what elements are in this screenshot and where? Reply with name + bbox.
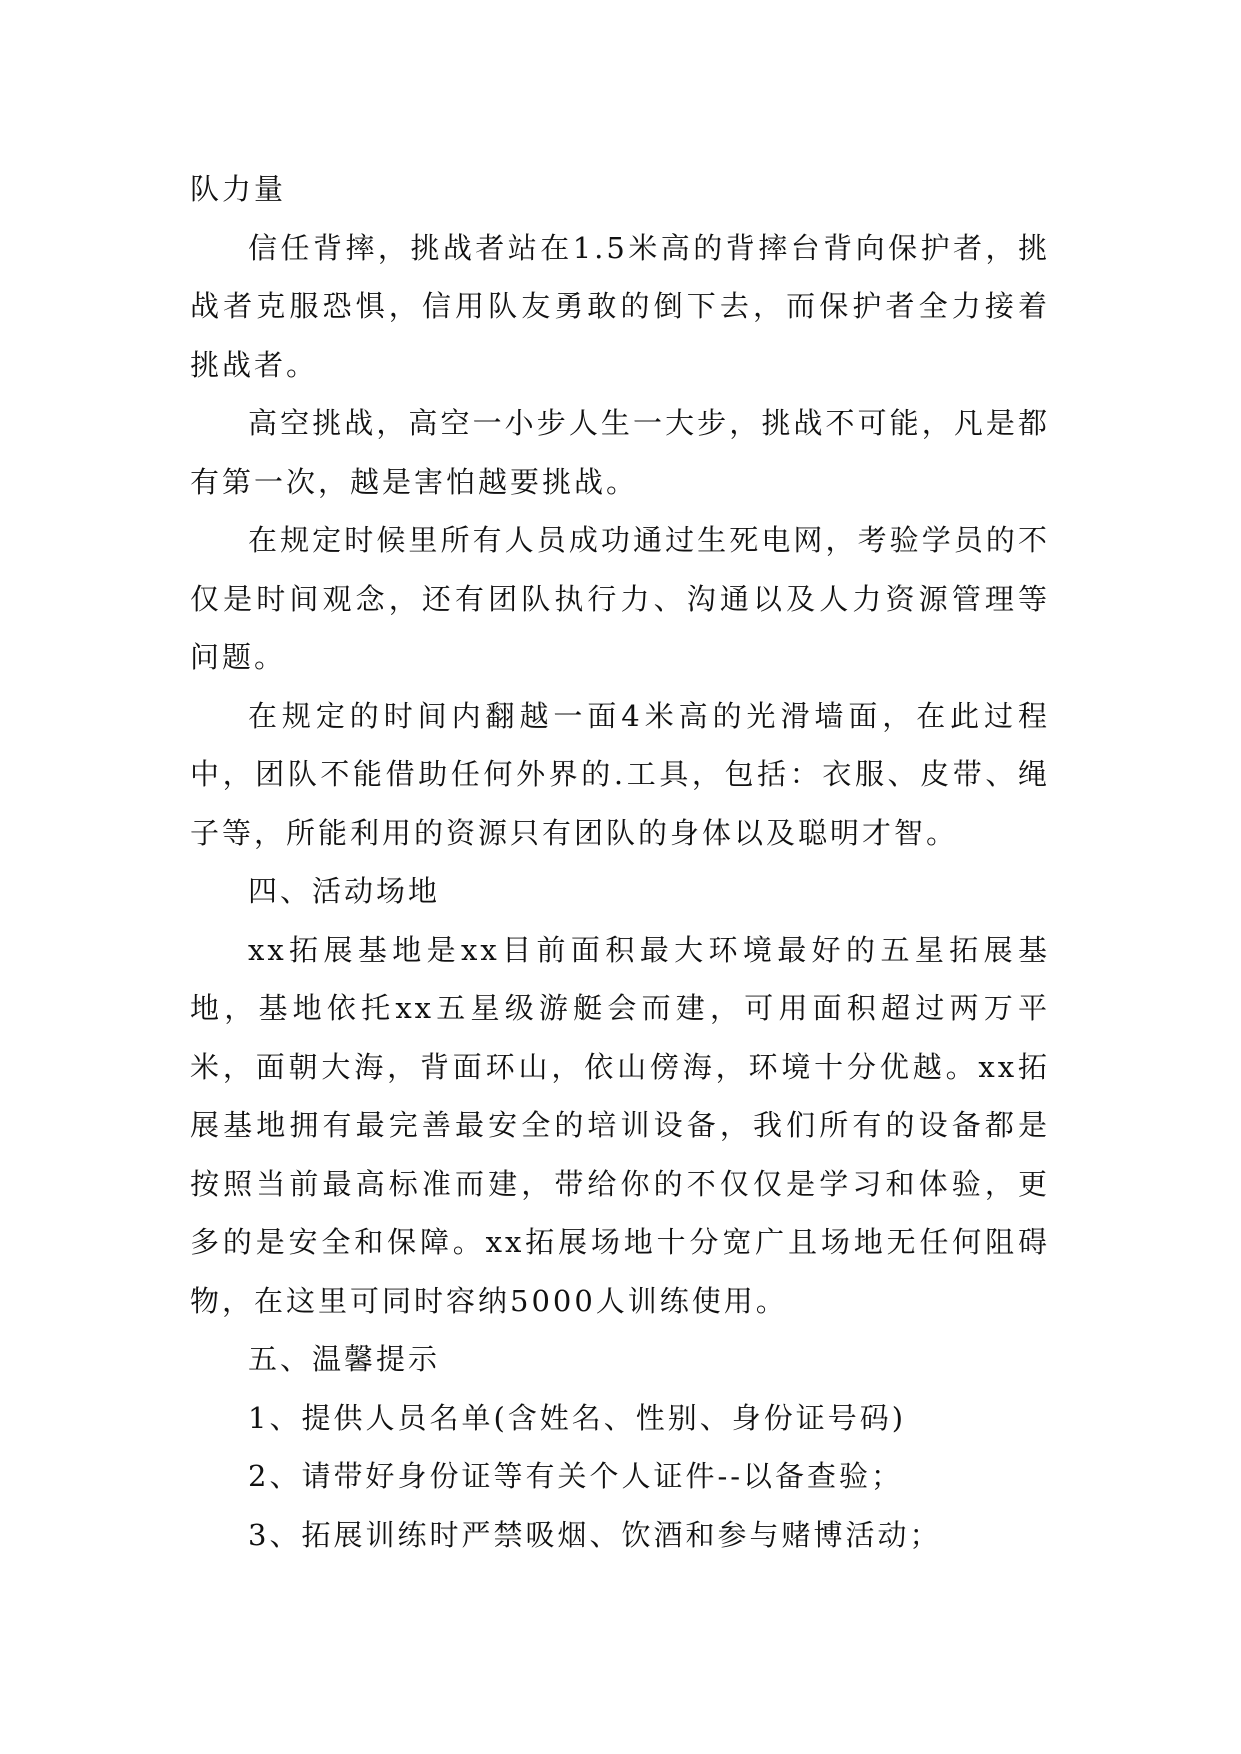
paragraph-venue-description: xx拓展基地是xx目前面积最大环境最好的五星拓展基地，基地依托xx五星级游艇会而建，可用面积超过两万平米，面朝大海，背面环山，依山傍海，环境十分优越。xx拓展基地拥有最完善最安全的培训设备，我们所有的设备都是按照当前最高标准而建，带给你的不仅仅是学习和体验，更多的是安全和保障。xx拓展场地十分宽广且场地无任何阻碍物，在这里可同时容纳5000人训练使用。 — [190, 932, 1050, 1318]
paragraph-continuation: 队力量 — [190, 172, 287, 206]
tip-item-1: 1、提供人员名单(含姓名、性别、身份证号码) — [248, 1400, 907, 1435]
paragraph-trust-fall: 信任背摔，挑战者站在1.5米高的背摔台背向保护者，挑战者克服恐惧，信用队友勇敢的倒下去，而保护者全力接着挑战者。 — [190, 230, 1050, 382]
paragraph-high-altitude-challenge: 高空挑战，高空一小步人生一大步，挑战不可能，凡是都有第一次，越是害怕越要挑战。 — [190, 406, 1050, 499]
document-body — [190, 160, 1050, 1564]
tip-item-3: 3、拓展训练时严禁吸烟、饮酒和参与赌博活动； — [248, 1517, 942, 1552]
section-heading-venue: 四、活动场地 — [248, 874, 441, 908]
paragraph-wall-climb: 在规定的时间内翻越一面4米高的光滑墙面，在此过程中，团队不能借助任何外界的.工具，包括：衣服、皮带、绳子等，所能利用的资源只有团队的身体以及聪明才智。 — [190, 698, 1050, 850]
paragraph-electric-net: 在规定时候里所有人员成功通过生死电网，考验学员的不仅是时间观念，还有团队执行力、沟通以及人力资源管理等问题。 — [190, 523, 1050, 674]
section-heading-tips: 五、温馨提示 — [248, 1342, 441, 1376]
tip-item-2: 2、请带好身份证等有关个人证件--以备查验； — [248, 1459, 904, 1493]
